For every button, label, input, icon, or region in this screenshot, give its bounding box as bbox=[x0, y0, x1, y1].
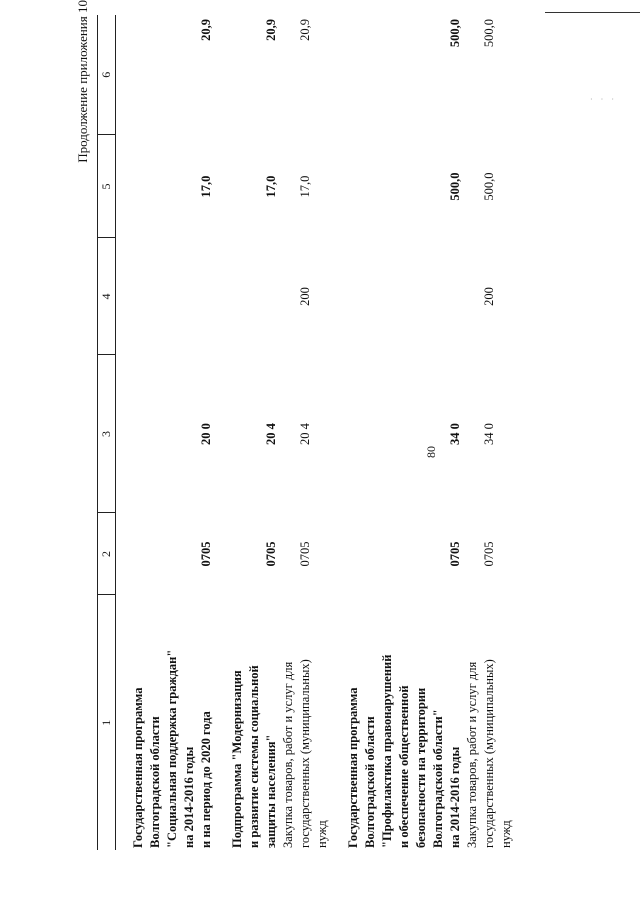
cell-amount-2: 20,9 bbox=[199, 19, 213, 41]
col-header-5: 5 bbox=[98, 135, 116, 238]
row-label: Государственная программа Волгоградской области "Социальная поддержка граждан" на 2014-2016 годы и на период до 2020 года bbox=[131, 649, 213, 848]
page-number: 80 bbox=[424, 446, 438, 458]
cell-amount-1: 500,0 bbox=[448, 172, 462, 201]
table-row bbox=[464, 15, 515, 850]
cell-section: 0705 bbox=[482, 541, 496, 567]
cell-amount-2: 20,9 bbox=[264, 19, 278, 41]
top-rule bbox=[545, 12, 640, 13]
cell-section: 0705 bbox=[298, 541, 312, 567]
cell-amount-2: 500,0 bbox=[482, 19, 496, 48]
cell-program: 20 0 bbox=[199, 423, 213, 445]
cell-amount-2: 500,0 bbox=[448, 19, 462, 48]
table-row bbox=[130, 15, 215, 850]
rotated-page bbox=[75, 0, 555, 850]
table-row bbox=[345, 15, 464, 850]
cell-section: 0705 bbox=[199, 541, 213, 567]
row-label: Государственная программа Волгоградской области "Профилактика правонарушений и обеспечение общественной безопасности на территории Волгоградской области" на 2014-2016 годы bbox=[346, 654, 462, 848]
table-row bbox=[280, 15, 331, 850]
cell-program: 20 4 bbox=[264, 423, 278, 445]
row-label: Закупка товаров, работ и услуг для государственных (муниципальных) нужд bbox=[465, 659, 513, 848]
row-label: Подпрограмма "Модернизация и развитие системы социальной защиты населения" bbox=[230, 665, 278, 848]
cell-program: 20 4 bbox=[298, 423, 312, 445]
cell-amount-1: 17,0 bbox=[199, 175, 213, 198]
cell-expense-type: 200 bbox=[482, 287, 496, 306]
row-label: Закупка товаров, работ и услуг для государственных (муниципальных) нужд bbox=[281, 659, 329, 848]
cell-expense-type: 200 bbox=[298, 287, 312, 306]
cell-program: 34 0 bbox=[448, 423, 462, 445]
header-row bbox=[98, 15, 116, 850]
col-header-3: 3 bbox=[98, 355, 116, 513]
cell-expense-type bbox=[229, 238, 280, 355]
col-header-2: 2 bbox=[98, 513, 116, 595]
cell-expense-type bbox=[130, 238, 215, 355]
cell-amount-2: 20,9 bbox=[298, 19, 312, 41]
cell-amount-1: 500,0 bbox=[482, 172, 496, 201]
cell-expense-type bbox=[345, 238, 464, 355]
scan-specks: · · · bbox=[590, 95, 617, 104]
col-header-1: 1 bbox=[98, 595, 116, 850]
table-row bbox=[229, 15, 280, 850]
col-header-4: 4 bbox=[98, 238, 116, 355]
cell-section: 0705 bbox=[264, 541, 278, 567]
continuation-title: Продолжение приложения 10 bbox=[75, 0, 90, 163]
cell-program: 34 0 bbox=[482, 423, 496, 445]
col-header-6: 6 bbox=[98, 15, 116, 135]
appendix-table bbox=[97, 15, 515, 850]
cell-amount-1: 17,0 bbox=[298, 175, 312, 198]
cell-section: 0705 bbox=[448, 541, 462, 567]
cell-amount-1: 17,0 bbox=[264, 175, 278, 198]
